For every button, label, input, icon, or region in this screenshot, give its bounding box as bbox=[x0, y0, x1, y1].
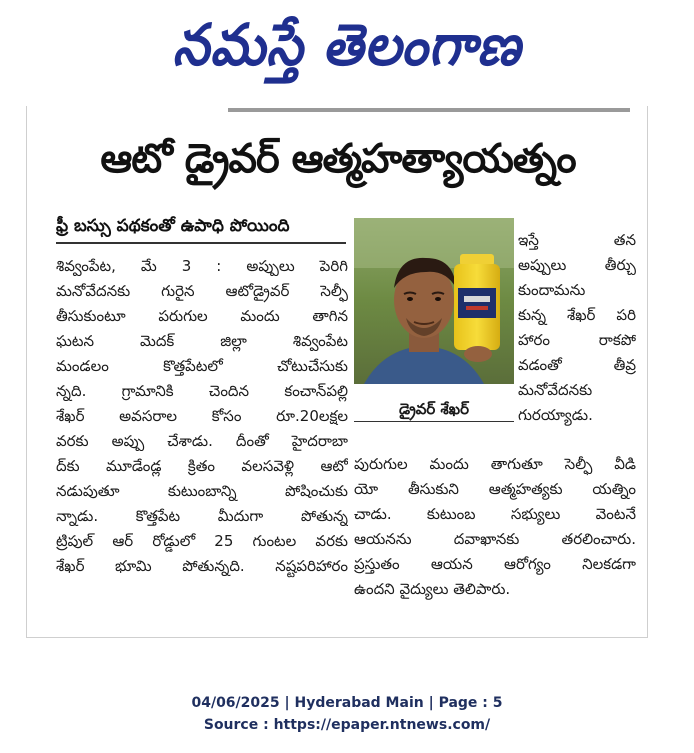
body-line: చాడు. కుటుంబ సభ్యులు వెంటనే bbox=[354, 505, 636, 523]
body-line: నడుపుతూ కుటుంబాన్ని పోషించుకు bbox=[56, 482, 348, 500]
top-rule bbox=[228, 108, 630, 112]
driver-photo bbox=[354, 218, 514, 384]
body-line: వడంతో తీవ్ర bbox=[518, 356, 636, 374]
body-line: ఇస్తే తన bbox=[518, 231, 636, 249]
edition-info: 04/06/2025 | Hyderabad Main | Page : 5 bbox=[191, 695, 503, 711]
subheadline-rule bbox=[56, 242, 346, 244]
body-line: ప్రస్తుతం ఆయన ఆరోగ్యం నిలకడగా bbox=[354, 555, 636, 573]
footer bbox=[0, 692, 694, 736]
driver-photo-illustration bbox=[354, 218, 514, 384]
article-right-top-column bbox=[518, 228, 636, 428]
body-line: వరకు అప్పు చేశాడు. దీంతో హైదరాబా bbox=[56, 432, 348, 450]
body-line: మనోవేదనకు bbox=[518, 381, 593, 399]
body-line: ఉందని వైద్యులు తెలిపారు. bbox=[354, 580, 511, 598]
body-line: అప్పులు తీర్చు bbox=[518, 256, 636, 274]
photo-caption: డ్రైవర్ శేఖర్ bbox=[354, 396, 514, 422]
article-headline: ఆటో డ్రైవర్ ఆత్మహత్యాయత్నం bbox=[100, 136, 576, 182]
source-link[interactable]: Source : https://epaper.ntnews.com/ bbox=[203, 717, 491, 733]
body-line: హారం రాకపో bbox=[518, 331, 636, 349]
body-line: న్నది. గ్రామానికి చెందిన కంచాన్‌పల్లి bbox=[56, 382, 348, 400]
body-line: గురయ్యాడు. bbox=[518, 406, 593, 424]
body-line: ట్రిపుల్ ఆర్ రోడ్డులో 25 గుంటల వరకు bbox=[56, 532, 348, 550]
body-line: కున్న శేఖర్ పరి bbox=[518, 306, 636, 324]
article-left-column bbox=[56, 254, 348, 579]
body-line: మండలం కొత్తపేటలో చోటుచేసుకు bbox=[56, 357, 348, 375]
body-line: శివ్వంపేట, మే 3 : అప్పులు పెరిగి bbox=[56, 257, 348, 275]
body-line: మనోవేదనకు గురైన ఆటోడ్రైవర్ సెల్ఫీ bbox=[56, 282, 348, 300]
body-line: ఆయనను దవాఖానకు తరలించారు. bbox=[354, 530, 636, 548]
article-subheadline: ఫ్రీ బస్సు పథకంతో ఉపాధి పోయింది bbox=[56, 216, 290, 236]
article-right-bottom-column bbox=[354, 452, 636, 602]
body-line: కుందామను bbox=[518, 281, 586, 299]
body-line: పురుగుల మందు తాగుతూ సెల్ఫీ వీడి bbox=[354, 455, 636, 473]
body-line: శేఖర్ అవసరాల కోసం రూ.20లక్షల bbox=[56, 407, 348, 425]
body-line: ఘటన మెదక్ జిల్లా శివ్వంపేట bbox=[56, 332, 348, 350]
body-line: ద్‌కు మూడేండ్ల క్రితం వలసవెళ్లి ఆటో bbox=[56, 457, 348, 475]
body-line: శేఖర్ భూమి పోతున్నది. నష్టపరిహారం bbox=[56, 557, 348, 575]
body-line: యో తీసుకుని ఆత్మహత్యకు యత్నిం bbox=[354, 480, 636, 498]
masthead-title: నమస్తే తెలంగాణ bbox=[172, 13, 522, 79]
body-line: తీసుకుంటూ పరుగుల మందు తాగిన bbox=[56, 307, 348, 325]
body-line: న్నాడు. కొత్తపేట మీదుగా పోతున్న bbox=[56, 507, 348, 525]
